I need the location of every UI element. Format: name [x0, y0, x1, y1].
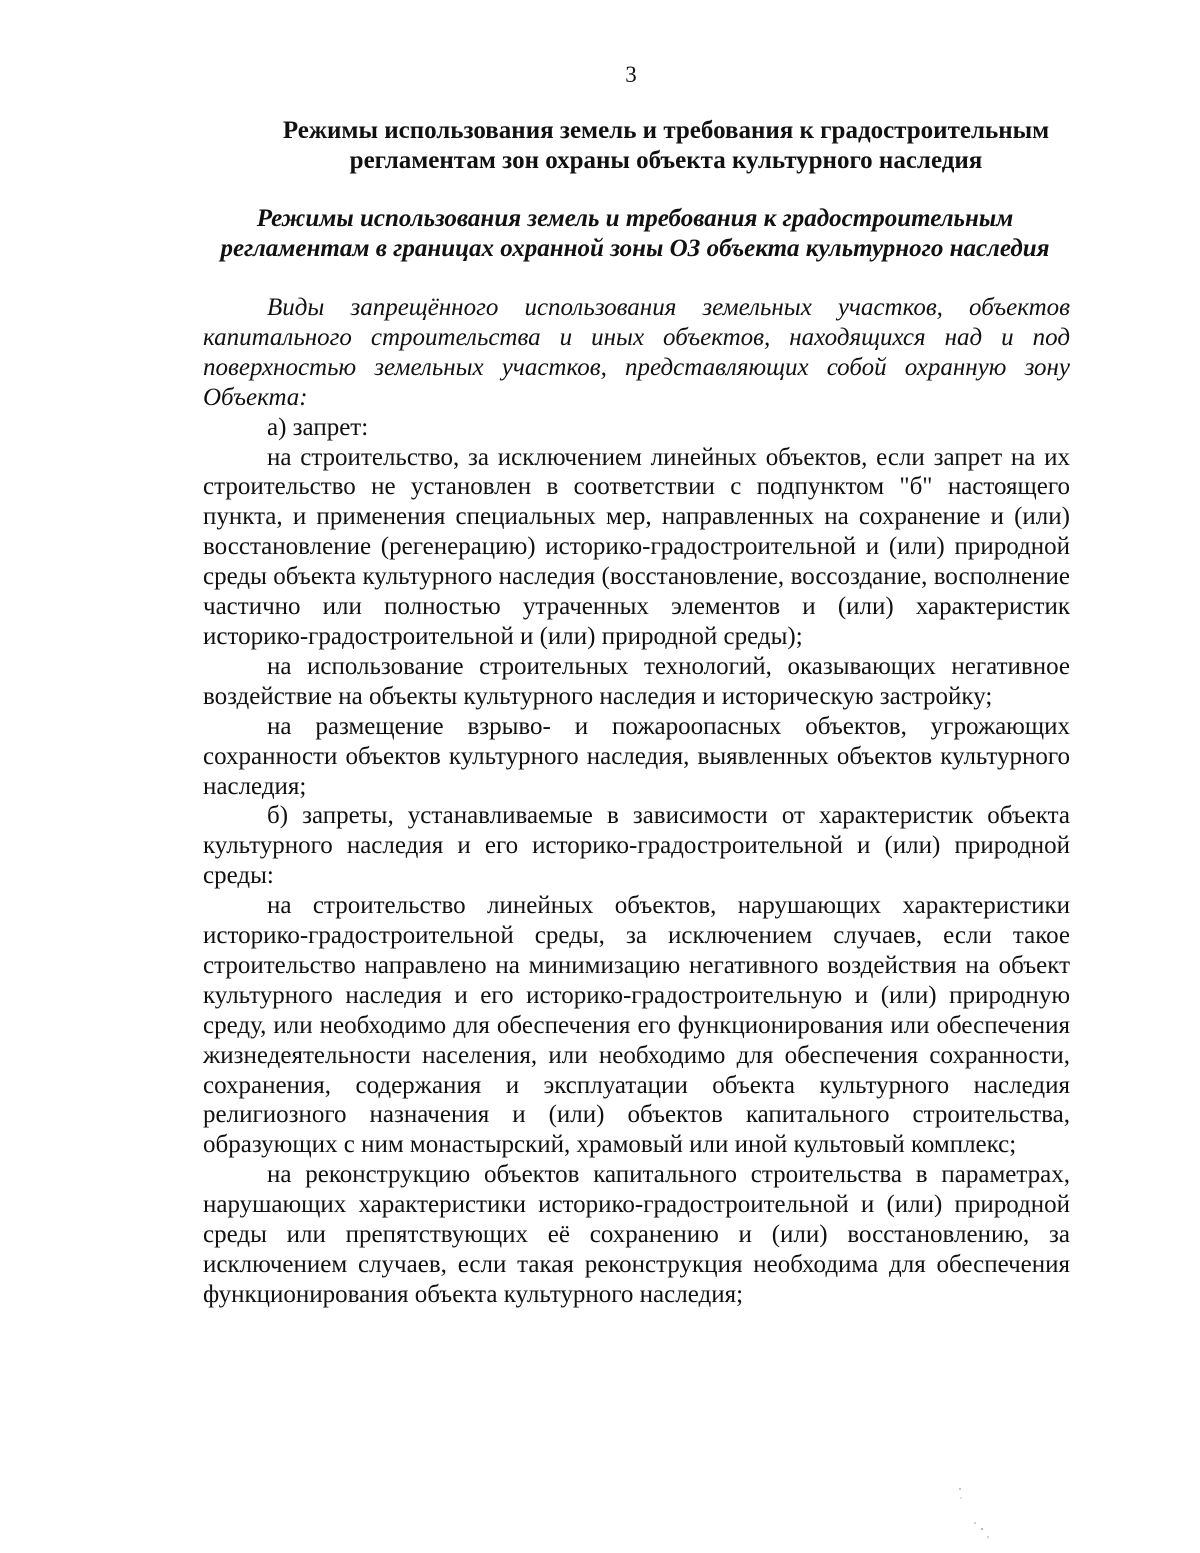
document-title: Режимы использования земель и требования к градостроительным регламентам зон охраны объекта культурного наследия — [282, 117, 1050, 174]
page-number: 3 — [625, 62, 637, 87]
clause-b-heading: б) запреты, устанавливаемые в зависимости от характеристик объекта культурного наследия и его историко-градостроительной и (или) природной среды: — [203, 802, 1070, 890]
section-subtitle: Режимы использования земель и требования к градостроительным регламентам в границах охранной зоны ОЗ объекта культурного наследия — [220, 205, 1050, 262]
prohibition-paragraph: на реконструкцию объектов капитального строительства в параметрах, нарушающих характеристики историко-градостроительной и (или) природной среды или препятствующих её сохранению и (или) восстановлению, за исключением случаев, если такая реконструкция необходима для обеспечения функционирования объекта культурного наследия; — [203, 1161, 1070, 1308]
scan-artifact-marks — [955, 1485, 1015, 1545]
intro-paragraph: Виды запрещённого использования земельных участков, объектов капитального строительства и иных объектов, находящихся над и под поверхностью земельных участков, представляющих собой охранную зону Объекта: — [203, 294, 1070, 411]
prohibition-paragraph: на размещение взрыво- и пожароопасных объектов, угрожающих сохранности объектов культурного наследия, выявленных объектов культурного наследия; — [203, 712, 1070, 800]
clause-a-heading: а) запрет: — [267, 413, 369, 441]
prohibition-paragraph: на строительство, за исключением линейных объектов, если запрет на их строительство не установлен в соответствии с подпунктом "б" настоящего пункта, и применения специальных мер, направленных на сохранение и (или) восстановление (регенерацию) историко-градостроительной и (или) природной среды объекта культурного наследия (восстановление, воссоздание, восполнение частично или полностью утраченных элементов и (или) характеристик историко-градостроительной и (или) природной среды); — [203, 443, 1070, 650]
prohibition-paragraph: на строительство линейных объектов, нарушающих характеристики историко-градостроительной среды, за исключением случаев, если такое строительство направлено на минимизацию негативного воздействия на объект культурного наследия и его историко-градостроительную и (или) природную среду, или необходимо для обеспечения его функционирования или обеспечения жизнедеятельности населения, или необходимо для обеспечения сохранности, сохранения, содержания и эксплуатации объекта культурного наследия религиозного назначения и (или) объектов капитального строительства, образующих с ним монастырский, храмовый или иной культовый комплекс; — [203, 892, 1070, 1159]
document-body — [203, 293, 1070, 1310]
prohibition-paragraph: на использование строительных технологий, оказывающих негативное воздействие на объекты культурного наследия и историческую застройку; — [203, 652, 1070, 710]
